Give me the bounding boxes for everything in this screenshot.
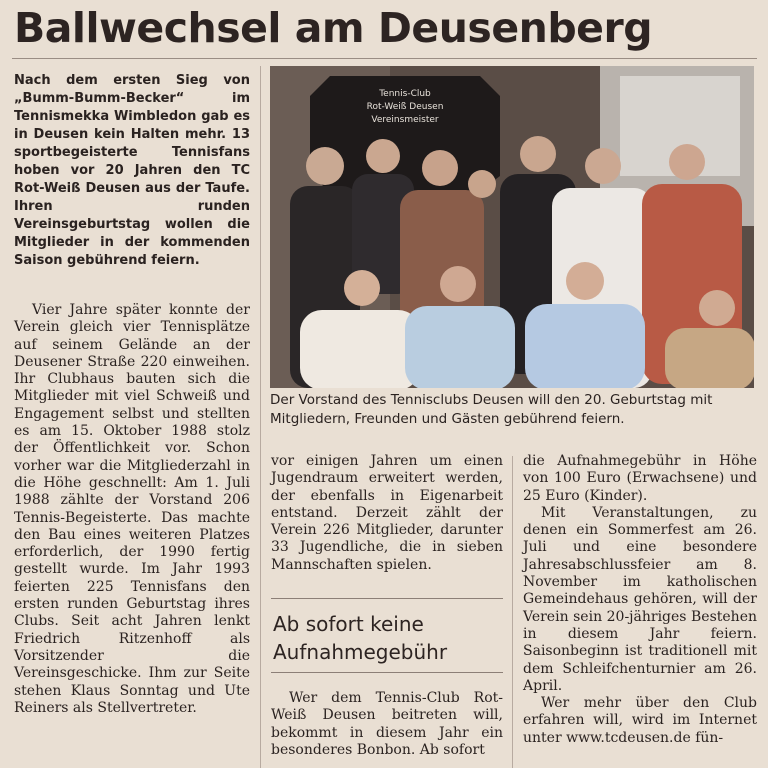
subhead-rule-top — [271, 598, 503, 599]
body-column-3 — [523, 453, 757, 747]
body-column-2-continued: Wer dem Tennis-Club Rot-Weiß Deusen beitreten will, bekommt in diesem Jahr ein besonderes Bonbon. Ab sofort — [271, 690, 503, 758]
headline: Ballwechsel am Deusenberg — [14, 4, 653, 52]
board-line-3: Vereinsmeister — [371, 115, 439, 125]
column-divider — [260, 66, 261, 768]
subhead-rule-bottom — [271, 672, 503, 673]
col3-paragraph-3: Wer mehr über den Club erfahren will, wird im Internet unter www.tcdeusen.de fün- — [523, 695, 757, 746]
headline-rule — [12, 58, 757, 59]
col3-paragraph-1: die Aufnahmegebühr in Höhe von 100 Euro (Erwachsene) und 25 Euro (Kinder). — [523, 453, 757, 504]
subheading: Ab sofort keine Aufnahmegebühr — [273, 612, 448, 664]
column-divider-2 — [512, 456, 513, 768]
lead-paragraph: Nach dem ersten Sieg von „Bumm-Bumm-Becker“ im Tennismekka Wimbledon gab es in Deusen kein Halten mehr. 13 sportbegeisterte Tennisfans hoben vor 20 Jahren den TC Rot-Weiß Deusen aus der Taufe. Ihren runden Vereinsgeburtstag wollen die Mitglieder in der kommenden Saison gebührend feiern. — [14, 73, 250, 268]
body-column-2: vor einigen Jahren um einen Jugendraum erweitert werden, der ebenfalls in Eigenarbeit entstand. Derzeit zählt der Verein 226 Mitglieder, darunter 33 Jugendliche, die in sieben Mannschaften spielen. — [271, 453, 503, 573]
col3-paragraph-2: Mit Veranstaltungen, zu denen ein Sommerfest am 26. Juli und eine besondere Jahresabschlussfeier am 8. November im katholischen Gemeindehaus gehören, will der Verein sein 20-jähriges Bestehen in diesem Jahr feiern. Saisonbeginn ist traditionell mit dem Schleifchenturnier am 26. April. — [523, 504, 757, 694]
board-line-2: Rot-Weiß Deusen — [366, 102, 444, 112]
body-column-1: Vier Jahre später konnte der Verein gleich vier Tennisplätze auf seinem Gelände an der Deusener Straße 220 einweihen. Ihr Clubhaus bauten sich die Mitglieder mit viel Schweiß und Engagement selbst und stellten es am 15. Oktober 1988 stolz der Öffentlichkeit vor. Schon vorher war die Mitgliederzahl in die Höhe geschnellt: Am 1. Juli 1988 zählte der Vorstand 206 Tennis-Begeisterte. Das machte den Bau eines weiteren Platzes erforderlich, der 1990 fertig gestellt wurde. Im Jahr 1993 feierten 225 Tennisfans den ersten runden Geburtstag ihres Clubs. Seit acht Jahren lenkt Friedrich Ritzenhoff als Vorsitzender die Vereinsgeschicke. Ihm zur Seite stehen Klaus Sonntag und Ute Reiners als Stellvertreter. — [14, 302, 250, 716]
group-photo — [270, 66, 754, 388]
photo-caption: Der Vorstand des Tennisclubs Deusen will den 20. Geburtstag mit Mitgliedern, Freunden und Gästen gebührend feiern. — [270, 392, 713, 427]
board-line-1: Tennis-Club — [379, 89, 431, 99]
